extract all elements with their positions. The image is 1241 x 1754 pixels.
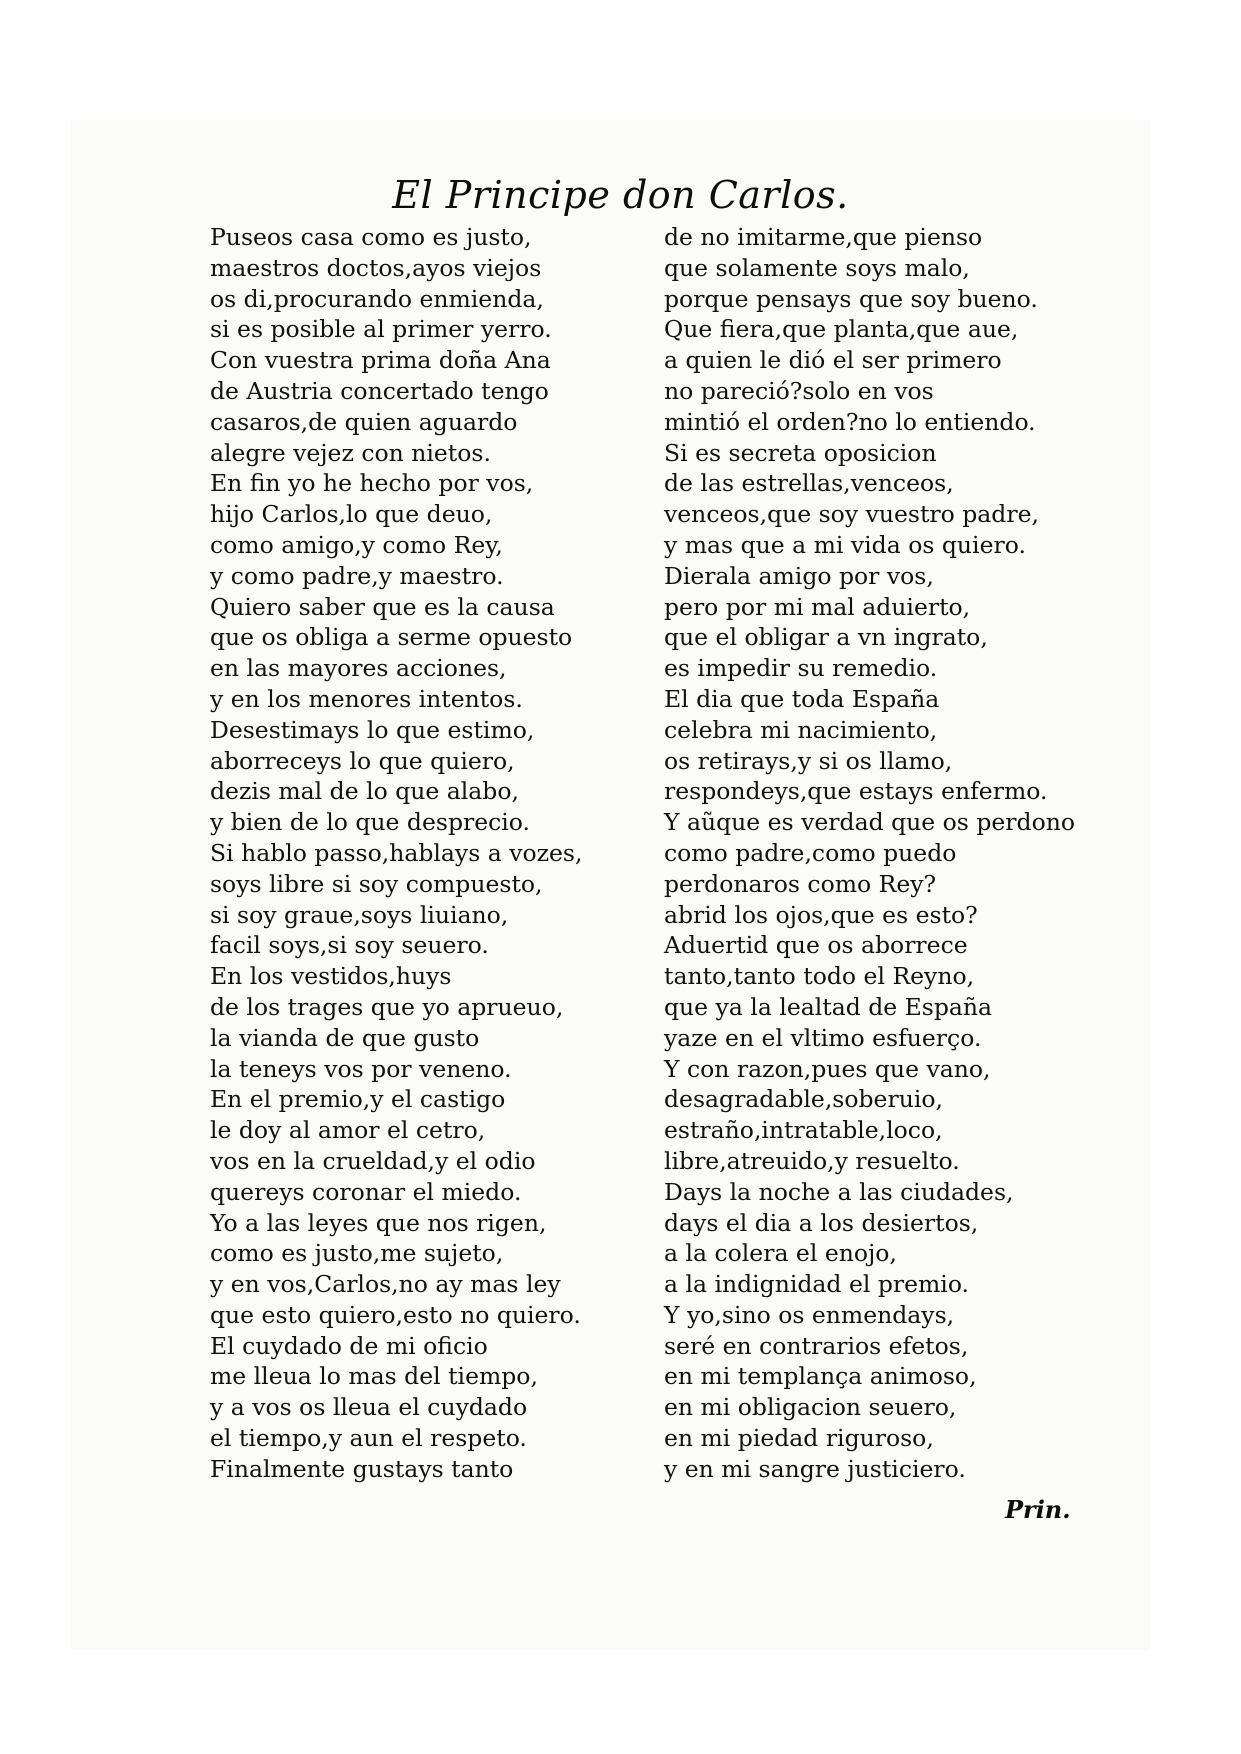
verse-line: Si es secreta oposicion — [664, 438, 937, 467]
verse-line: os retirays,y si os llamo, — [664, 746, 953, 775]
verse-line: estraño,intratable,loco, — [664, 1116, 943, 1145]
verse-line: alegre vejez con nietos. — [210, 438, 491, 467]
verse-line: a la colera el enojo, — [664, 1239, 897, 1268]
verse-line: y en mi sangre justiciero. — [664, 1454, 966, 1483]
verse-line: seré en contrarios efetos, — [664, 1331, 969, 1360]
verse-line: Si hablo passo,hablays a vozes, — [210, 838, 583, 867]
verse-line: si soy graue,soys liuiano, — [210, 900, 509, 929]
verse-line: hijo Carlos,lo que deuo, — [210, 500, 493, 529]
running-head: El Principe don Carlos. — [392, 173, 849, 217]
verse-line: venceos,que soy vuestro padre, — [664, 500, 1039, 529]
verse-line: quereys coronar el miedo. — [210, 1177, 522, 1206]
catchword: Prin. — [1005, 1495, 1071, 1524]
verse-line: el tiempo,y aun el respeto. — [210, 1424, 527, 1453]
verse-line: tanto,tanto todo el Reyno, — [664, 962, 975, 991]
verse-line: desagradable,soberuio, — [664, 1085, 943, 1114]
verse-line: soys libre si soy compuesto, — [210, 869, 543, 898]
verse-line: y mas que a mi vida os quiero. — [664, 530, 1026, 559]
verse-line: pero por mi mal aduierto, — [664, 592, 971, 621]
verse-line: Con vuestra prima doña Ana — [210, 346, 551, 375]
verse-line: casaros,de quien aguardo — [210, 407, 518, 436]
verse-line: Y con razon,pues que vano, — [664, 1054, 991, 1083]
verse-line: me lleua lo mas del tiempo, — [210, 1362, 538, 1391]
verse-line: libre,atreuido,y resuelto. — [664, 1146, 960, 1175]
verse-line: Finalmente gustays tanto — [210, 1454, 514, 1483]
verse-line: maestros doctos,ayos viejos — [210, 253, 542, 282]
verse-line: Puseos casa como es justo, — [210, 223, 532, 251]
verse-line: es impedir su remedio. — [664, 654, 938, 683]
verse-line: la vianda de que gusto — [210, 1023, 480, 1052]
verse-line: En fin yo he hecho por vos, — [210, 469, 534, 498]
verse-line: y a vos os lleua el cuydado — [210, 1393, 528, 1422]
verse-line: y bien de lo que desprecio. — [210, 808, 531, 837]
verse-line: le doy al amor el cetro, — [210, 1116, 486, 1145]
verse-line: El dia que toda España — [664, 684, 940, 713]
verse-line: yaze en el vltimo esfuerço. — [664, 1023, 982, 1052]
verse-line: como es justo,me sujeto, — [210, 1239, 504, 1268]
verse-line: en las mayores acciones, — [210, 654, 507, 683]
verse-line: y en los menores intentos. — [210, 684, 523, 713]
verse-line: En el premio,y el castigo — [210, 1085, 506, 1114]
verse-line: abrid los ojos,que es esto? — [664, 900, 978, 929]
verse-line: a quien le dió el ser primero — [664, 346, 1002, 375]
verse-line: celebra mi nacimiento, — [664, 715, 938, 744]
verse-line: days el dia a los desiertos, — [664, 1208, 979, 1237]
verse-line: que os obliga a serme opuesto — [210, 623, 573, 652]
verse-line: dezis mal de lo que alabo, — [210, 777, 519, 806]
verse-line: Aduertid que os aborrece — [664, 931, 968, 960]
verse-line: que ya la lealtad de España — [664, 992, 993, 1021]
verse-line: perdonaros como Rey? — [664, 869, 937, 898]
verse-line: facil soys,si soy seuero. — [210, 931, 489, 960]
verse-line: a la indignidad el premio. — [664, 1270, 970, 1299]
verse-line: de no imitarme,que pienso — [664, 223, 983, 251]
verse-line: en mi piedad riguroso, — [664, 1424, 934, 1453]
verse-line: de las estrellas,venceos, — [664, 469, 954, 498]
verse-line: Que fiera,que planta,que aue, — [664, 315, 1019, 344]
left-verse-column — [210, 222, 582, 1485]
verse-line: que solamente soys malo, — [664, 253, 970, 282]
verse-line: como amigo,y como Rey, — [210, 530, 503, 559]
verse-line: porque pensays que soy bueno. — [664, 284, 1038, 313]
verse-line: Y yo,sino os enmendays, — [664, 1300, 955, 1329]
verse-line: En los vestidos,huys — [210, 962, 452, 991]
verse-line: que el obligar a vn ingrato, — [664, 623, 988, 652]
verse-line: Days la noche a las ciudades, — [664, 1177, 1014, 1206]
verse-line: si es posible al primer yerro. — [210, 315, 552, 344]
verse-line: mintió el orden?no lo entiendo. — [664, 407, 1036, 436]
right-verse-column — [664, 222, 1075, 1485]
verse-line: Quiero saber que es la causa — [210, 592, 555, 621]
verse-line: Dierala amigo por vos, — [664, 561, 934, 590]
verse-line: en mi templança animoso, — [664, 1362, 977, 1391]
verse-line: que esto quiero,esto no quiero. — [210, 1300, 581, 1329]
verse-line: El cuydado de mi oficio — [210, 1331, 488, 1360]
verse-line: y como padre,y maestro. — [210, 561, 504, 590]
verse-line: os di,procurando enmienda, — [210, 284, 544, 313]
verse-line: en mi obligacion seuero, — [664, 1393, 957, 1422]
verse-line: la teneys vos por veneno. — [210, 1054, 512, 1083]
verse-line: como padre,como puedo — [664, 838, 957, 867]
verse-line: Y aũque es verdad que os perdono — [664, 808, 1075, 837]
verse-line: vos en la crueldad,y el odio — [210, 1146, 536, 1175]
verse-line: Desestimays lo que estimo, — [210, 715, 535, 744]
verse-line: de los trages que yo aprueuo, — [210, 992, 564, 1021]
verse-line: Yo a las leyes que nos rigen, — [210, 1208, 547, 1237]
verse-line: de Austria concertado tengo — [210, 376, 549, 405]
verse-line: aborreceys lo que quiero, — [210, 746, 515, 775]
verse-line: no pareció?solo en vos — [664, 376, 934, 405]
verse-line: y en vos,Carlos,no ay mas ley — [210, 1270, 561, 1299]
verse-line: respondeys,que estays enfermo. — [664, 777, 1048, 806]
